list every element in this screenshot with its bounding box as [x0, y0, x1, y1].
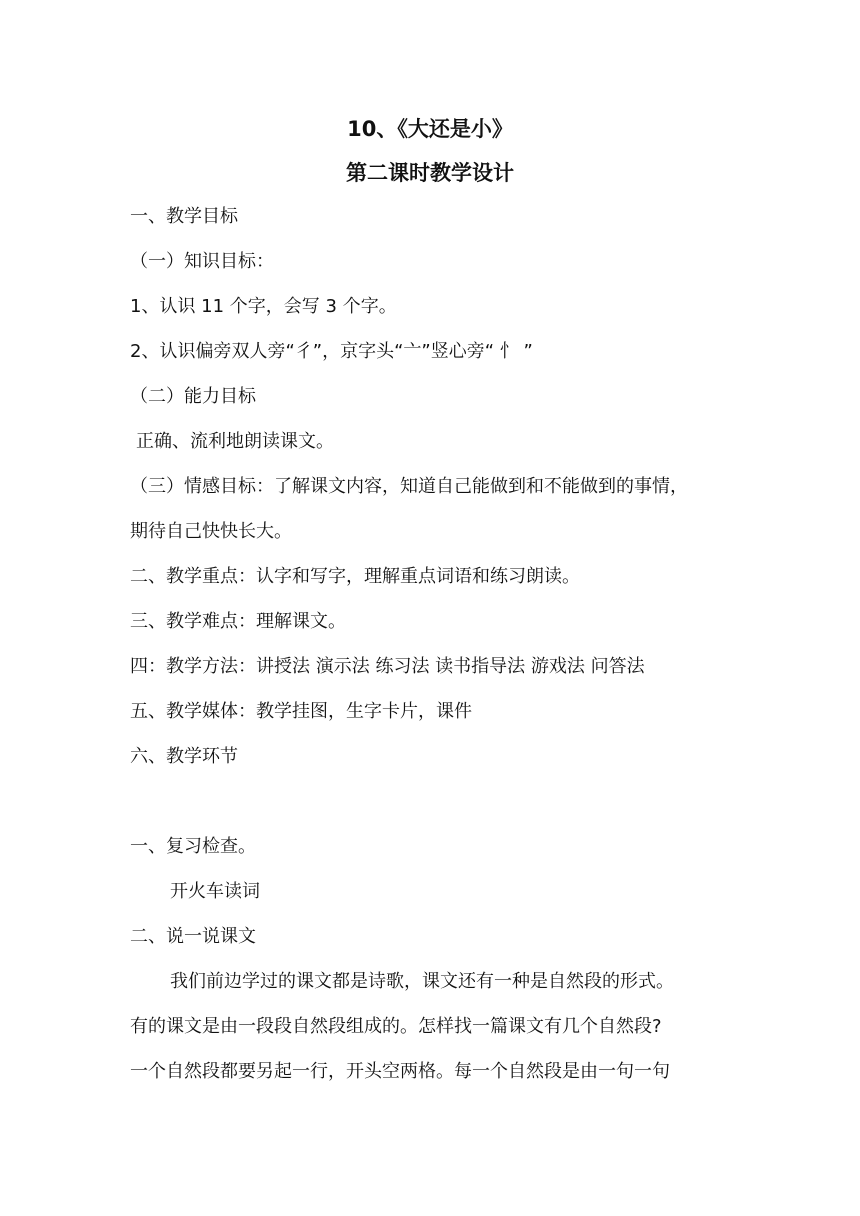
text-line: （三）情感目标：了解课文内容，知道自己能做到和不能做到的事情， [130, 476, 688, 497]
subsection-heading: （二）能力目标 [130, 386, 256, 407]
section-heading: 一、复习检查。 [130, 836, 256, 857]
section-heading: 五、教学媒体：教学挂图，生字卡片，课件 [130, 701, 472, 722]
paragraph-line: 有的课文是由一段段自然段组成的。怎样找一篇课文有几个自然段? [130, 1016, 662, 1037]
paragraph-line: 一个自然段都要另起一行，开头空两格。每一个自然段是由一句一句 [130, 1061, 670, 1082]
section-heading: 六、教学环节 [130, 746, 238, 767]
text-line: 正确、流利地朗读课文。 [136, 431, 334, 452]
section-heading: 一、教学目标 [130, 206, 238, 227]
text-line: 2、认识偏旁双人旁“彳”，京字头“亠”竖心旁“ 忄 ” [130, 341, 533, 362]
text-line: 期待自己快快长大。 [130, 521, 292, 542]
subsection-heading: （一）知识目标： [130, 251, 274, 272]
text-line: 开火车读词 [170, 881, 260, 902]
section-heading: 三、教学难点：理解课文。 [130, 611, 346, 632]
document-subtitle: 第二课时教学设计 [346, 161, 514, 185]
section-heading: 二、教学重点：认字和写字，理解重点词语和练习朗读。 [130, 566, 580, 587]
section-heading: 二、说一说课文 [130, 926, 256, 947]
section-heading: 四：教学方法：讲授法 演示法 练习法 读书指导法 游戏法 问答法 [130, 656, 645, 677]
document-title: 10、《大还是小》 [347, 117, 513, 141]
text-line: 1、认识 11 个字，会写 3 个字。 [130, 296, 397, 317]
paragraph-line: 我们前边学过的课文都是诗歌，课文还有一种是自然段的形式。 [170, 971, 674, 992]
